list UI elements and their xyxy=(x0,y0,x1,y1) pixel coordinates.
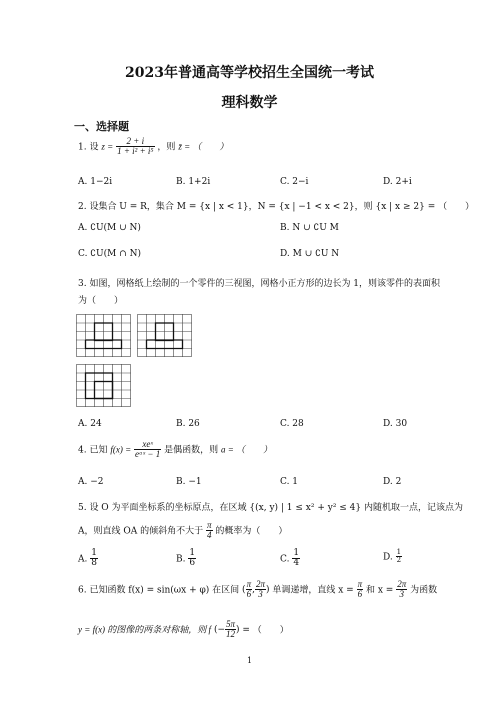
q5-option-b-num: 1 xyxy=(189,548,196,558)
q6-x2-den: 3 xyxy=(399,589,404,600)
q4-suffix: 是偶函数，则 xyxy=(164,445,219,456)
q6-arg-frac xyxy=(225,620,236,640)
q5-option-b-den: 6 xyxy=(189,558,196,569)
q6-tail: 为函数 xyxy=(410,585,438,596)
q1-fraction-num: 2 + i xyxy=(116,137,154,147)
q3-option-d: D. 30 xyxy=(383,419,408,429)
question-6-line-1 xyxy=(78,580,437,600)
three-view-top-grid xyxy=(76,364,132,408)
q6-interval-a xyxy=(246,580,253,600)
q6-line2-b: = （ ） xyxy=(242,625,289,636)
q4-fx: f(x) = xyxy=(110,444,132,455)
q6-interval: ( $\frac{\pi}{6}$ , $\frac{2\pi}{3}$ ) xyxy=(242,579,270,600)
three-view-side-grid xyxy=(137,314,193,358)
q6-and: 和 x = xyxy=(365,585,394,596)
q2-option-d: D. M ∪ ∁U N xyxy=(280,249,340,259)
q4-option-c: C. 1 xyxy=(280,477,299,487)
q5-option-c xyxy=(280,549,300,569)
three-view-front-grid xyxy=(76,314,132,358)
q6-x2-num: 2π xyxy=(397,579,407,589)
q5-option-a-frac xyxy=(90,549,98,569)
q2-option-c: C. ∁U(M ∩ N) xyxy=(78,249,141,259)
q4-fraction xyxy=(134,440,161,460)
q5-option-d-label: D. xyxy=(383,552,393,563)
q5-option-d-frac xyxy=(396,549,402,565)
q1-option-b: B. 1+2i xyxy=(176,177,211,187)
q6-interval-a-num: π xyxy=(246,579,252,589)
q5-pi-over-4 xyxy=(206,521,213,541)
q6-mid: 单调递增，直线 x = xyxy=(272,585,354,596)
q4-ask: a = （ ） xyxy=(220,444,273,455)
question-1-stem xyxy=(78,137,228,157)
q4-option-d: D. 2 xyxy=(383,477,402,487)
q5-line2-b: 的概率为（ ） xyxy=(215,526,288,537)
q5-option-a xyxy=(78,549,98,569)
q5-line2-a: A，则直线 OA 的倾斜角不大于 xyxy=(78,526,204,537)
q1-option-c: C. 2−i xyxy=(280,177,309,187)
q1-option-a: A. 1−2i xyxy=(78,177,113,187)
q6-interval-b xyxy=(255,580,266,600)
q6-x1 xyxy=(357,580,364,600)
question-5-line-1: 5. 设 O 为平面坐标系的坐标原点，在区域 {(x, y) | 1 ≤ x² + y² ≤ 4} 内随机取一点，记该点为 xyxy=(78,503,463,513)
question-3-line-1: 3. 如图，网格纸上绘制的一个零件的三视图，网格小正方形的边长为 1，则该零件的表面积 xyxy=(78,279,441,289)
q2-option-a: A. ∁U(M ∪ N) xyxy=(78,223,141,233)
question-6-line-2 xyxy=(78,620,289,640)
q6-arg-den: 12 xyxy=(226,629,235,640)
q4-fraction-num: xeˣ xyxy=(134,440,161,450)
q5-option-c-frac xyxy=(292,549,300,569)
q1-prefix: 设 xyxy=(89,142,99,153)
q6-x2 xyxy=(396,580,407,600)
q5-option-d-num: 1 xyxy=(396,548,402,556)
question-3-line-2: 为（ ） xyxy=(78,296,124,306)
q5-option-a-den: 8 xyxy=(91,558,97,569)
q3-option-a: A. 24 xyxy=(78,419,102,429)
q3-option-b: B. 26 xyxy=(176,419,200,429)
q5-option-d xyxy=(383,549,402,565)
exam-subtitle: 理科数学 xyxy=(221,95,278,111)
q4-option-b: B. −1 xyxy=(176,477,202,487)
q6-line2-a: y = f(x) 的图像的两条对称轴，则 f xyxy=(78,624,212,635)
q1-z-eq: z = xyxy=(101,141,114,152)
q1-fraction-den: 1 + i² + i⁵ xyxy=(117,146,154,157)
q6-interval-b-den: 3 xyxy=(258,589,263,600)
q5-option-b-label: B. xyxy=(176,554,186,565)
q4-option-a: A. −2 xyxy=(78,477,104,487)
q6-x1-num: π xyxy=(357,579,363,589)
q1-suffix: ，则 xyxy=(157,142,176,153)
q2-option-b: B. N ∪ ∁U M xyxy=(280,223,339,233)
q6-x1-den: 6 xyxy=(357,589,363,600)
q5-option-c-label: C. xyxy=(280,554,290,565)
question-5-line-2 xyxy=(78,521,287,541)
q5-option-d-den: 2 xyxy=(396,556,402,565)
q4-fraction-den: eᵃˣ − 1 xyxy=(135,449,161,460)
q6-arg-num: 5π xyxy=(226,619,236,629)
q5-option-c-den: 4 xyxy=(293,558,300,569)
q5-option-b-frac xyxy=(188,549,196,569)
q6-interval-a-den: 6 xyxy=(246,589,252,600)
q1-option-d: D. 2+i xyxy=(383,177,412,187)
q1-fraction xyxy=(116,137,154,157)
q5-option-a-num: 1 xyxy=(91,548,97,558)
q5-option-a-label: A. xyxy=(78,554,88,565)
q4-prefix: 4. 已知 xyxy=(78,445,108,456)
q5-pi-num: π xyxy=(206,520,212,530)
q1-number: 1. xyxy=(78,142,87,153)
question-4-stem xyxy=(78,440,272,460)
q6-prefix: 6. 已知函数 f(x) = sin(ωx + φ) 在区间 xyxy=(78,585,240,596)
q6-interval-b-num: 2π xyxy=(255,579,265,589)
page-number: 1 xyxy=(246,656,253,665)
question-2-stem: 2. 设集合 U = R，集合 M = {x | x < 1}，N = {x | −1 < x < 2}，则 {x | x ≥ 2} = （ ） xyxy=(78,202,475,212)
q1-ask: z̄ = （ ） xyxy=(178,141,229,152)
q5-option-c-num: 1 xyxy=(293,548,300,558)
q6-arg: (− $\frac{5\pi}{12}$ ) xyxy=(213,619,240,640)
q5-pi-den: 4 xyxy=(206,530,212,541)
q5-option-b xyxy=(176,549,196,569)
section-heading: 一、选择题 xyxy=(74,120,129,133)
exam-title: 2023年普通高等学校招生全国统一考试 xyxy=(125,65,374,81)
q3-option-c: C. 28 xyxy=(280,419,304,429)
